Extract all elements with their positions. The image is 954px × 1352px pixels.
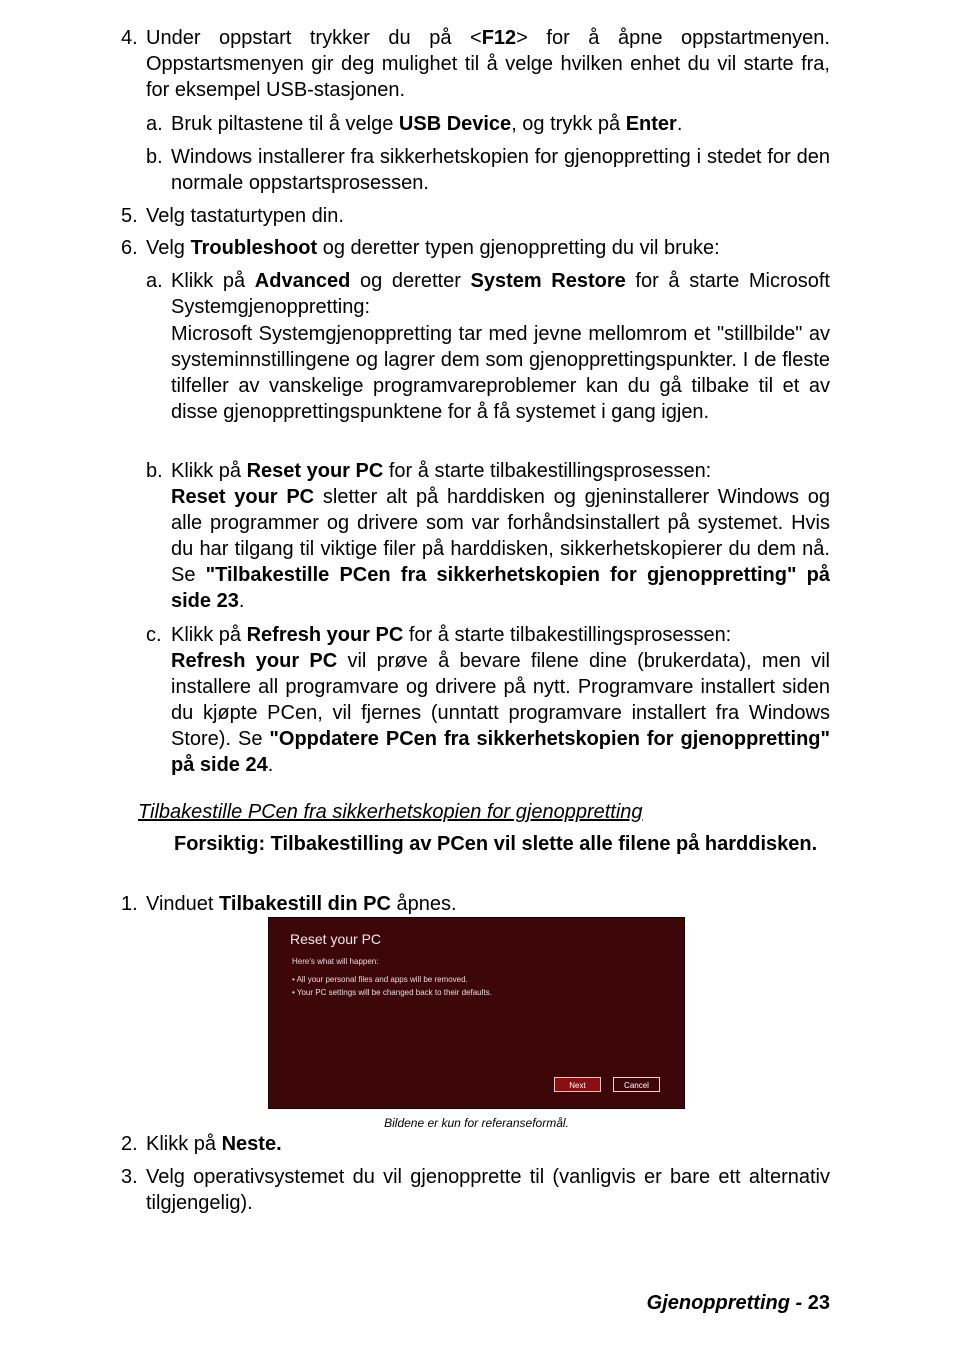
page-number: 23 (807, 1292, 830, 1314)
substep-text: Bruk piltastene til å velge USB Device, og trykk på Enter. (171, 113, 683, 135)
step-number: 5. (121, 205, 138, 227)
key-f12: F12 (481, 27, 517, 49)
screenshot-bullet: • All your personal files and apps will be removed. (292, 975, 468, 984)
step-number: 2. (121, 1133, 138, 1155)
substep-label: b. (146, 146, 163, 168)
screenshot-bullet: • Your PC settings will be changed back to their defaults. (292, 988, 492, 997)
substep-label: b. (146, 460, 163, 482)
step-number: 4. (121, 27, 138, 49)
substep-label: a. (146, 113, 163, 135)
step-number: 1. (121, 893, 138, 915)
image-caption: Bildene er kun for referanseformål. (384, 1116, 569, 1130)
caution-note: Forsiktig: Tilbakestilling av PCen vil slette alle filene på harddisken. (174, 833, 818, 855)
screenshot-title: Reset your PC (290, 931, 382, 947)
section-heading: Tilbakestille PCen fra sikkerhetskopien for gjenoppretting (138, 801, 643, 823)
screenshot-subtitle: Here's what will happen: (292, 957, 379, 966)
step-number: 3. (121, 1166, 138, 1188)
footer-section: Gjenoppretting - (646, 1292, 803, 1314)
substep-text: Windows installerer fra sikkerhetskopien for gjenoppretting i stedet for den normale oppstartsprosessen. (171, 146, 830, 194)
next-button[interactable]: Next (554, 1077, 601, 1092)
description-text: Refresh your PC vil prøve å bevare filene dine (brukerdata), men vil installere all programvare og drivere på nytt. Programvare installert siden du kjøpte PCen, vil fjernes (unntatt programvare installert fra Windows Store). Se "Oppdatere PCen fra sikkerhetskopien for gjenoppretting" på side 24. (171, 650, 830, 776)
reset-your-pc-screenshot (269, 918, 684, 1108)
step-text: Velg operativsystemet du vil gjenopprette til (vanligvis er bare ett alternativ tilgjengelig). (146, 1166, 830, 1214)
description-text: Reset your PC sletter alt på harddisken og gjeninstallerer Windows og alle programmer og drivere som var forhåndsinstallert på systemet. Hvis du har tilgang til viktige filer på harddisken, sikkerhetskopierer du dem nå. Se "Tilbakestille PCen fra sikkerhetskopien for gjenoppretting" på side 23. (171, 486, 831, 612)
description-text: Microsoft Systemgjenoppretting tar med jevne mellomrom et "stillbilde" av systeminnstillingene og lagrer dem som gjenopprettingspunkter. I de fleste tilfeller av vanskelige programvareproblemer kan du gå tilbake til et av disse gjenopprettingspunktene for å få systemet i gang igjen. (171, 323, 830, 423)
substep-label: a. (146, 270, 163, 292)
substep-text: Klikk på Reset your PC for å starte tilbakestillingsprosessen: (171, 460, 712, 482)
step-text: Klikk på Neste. (146, 1133, 282, 1155)
substep-text: Klikk på Advanced og deretter System Restore for å starte Microsoft Systemgjenoppretting: (171, 270, 830, 318)
step-text: Velg tastaturtypen din. (146, 205, 344, 227)
cross-reference: "Tilbakestille PCen fra sikkerhetskopien for gjenoppretting" på side 23 (171, 564, 830, 612)
cancel-button[interactable]: Cancel (613, 1077, 660, 1092)
step-text: Under oppstart trykker du på <F12> for å åpne oppstartmenyen. Oppstartsmenyen gir deg mulighet til å velge hvilken enhet du vil starte fra, for eksempel USB-stasjonen. (146, 27, 830, 101)
cross-reference: "Oppdatere PCen fra sikkerhetskopien for gjenoppretting" på side 24 (171, 728, 830, 776)
step-text: Velg Troubleshoot og deretter typen gjenoppretting du vil bruke: (146, 237, 720, 259)
substep-label: c. (146, 624, 162, 646)
step-text: Vinduet Tilbakestill din PC åpnes. (146, 893, 457, 915)
page-footer (647, 1290, 830, 1316)
step-number: 6. (121, 237, 138, 259)
substep-text: Klikk på Refresh your PC for å starte tilbakestillingsprosessen: (171, 624, 732, 646)
